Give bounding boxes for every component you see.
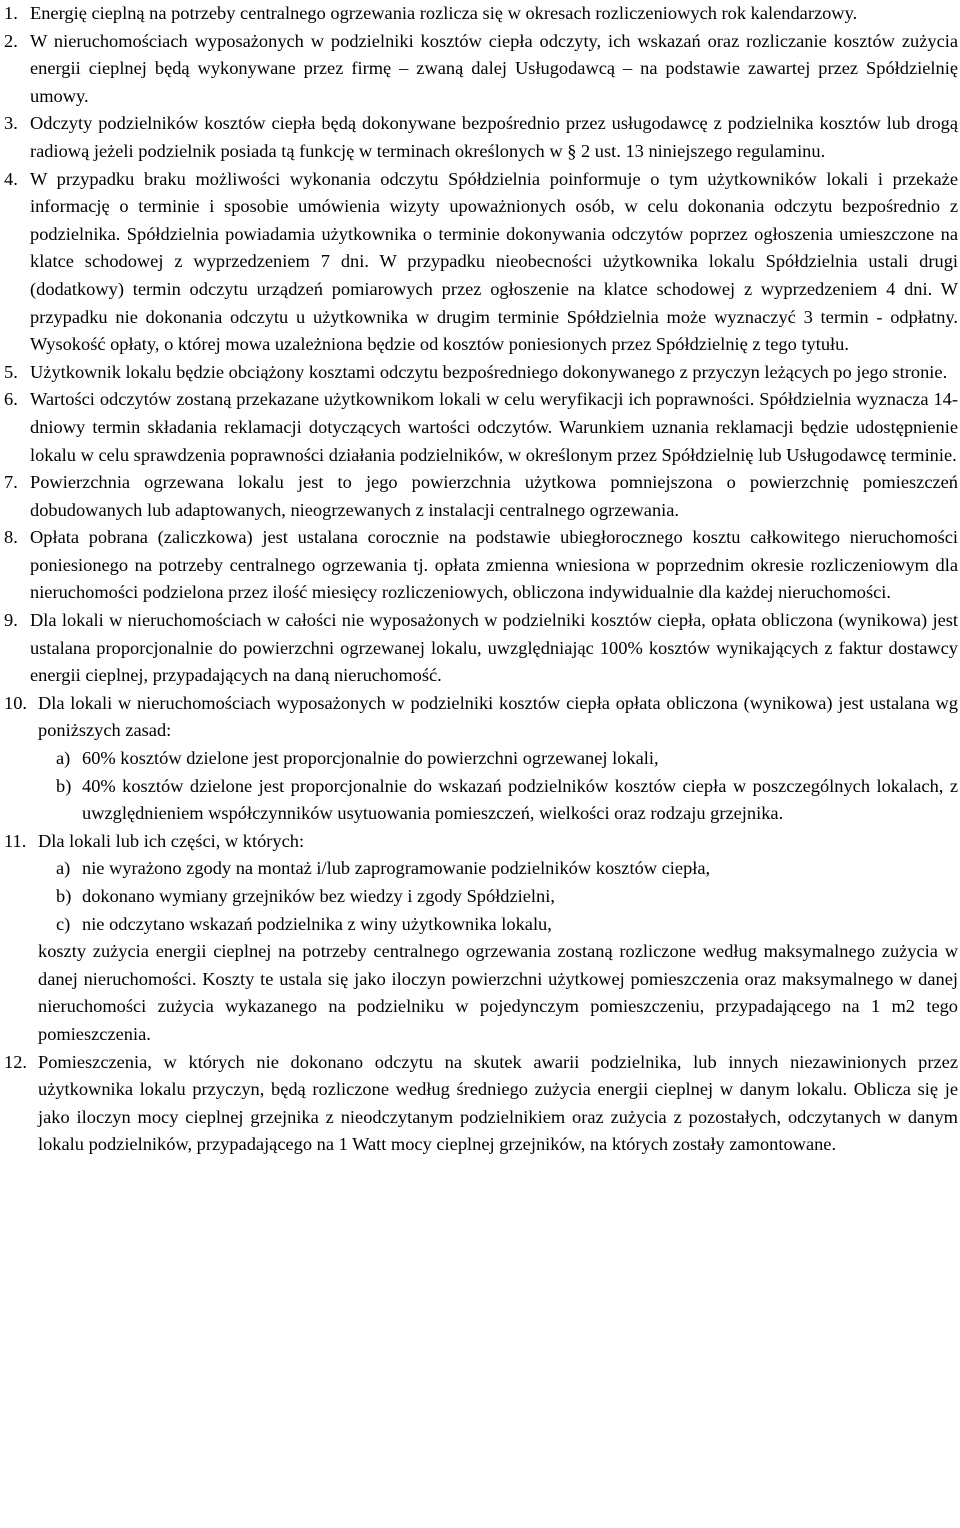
sub-item-label: b) — [56, 886, 72, 906]
list-item-2 — [4, 28, 958, 111]
list-item-6 — [4, 386, 958, 469]
item-number: 2. — [4, 30, 18, 51]
sub-item-a — [56, 745, 958, 773]
item-text: Energię cieplną na potrzeby centralnego ogrzewania rozlicza się w okresach rozliczeniowych rok kalendarzowy. — [30, 3, 858, 23]
sub-item-text: 60% kosztów dzielone jest proporcjonalnie do powierzchni ogrzewanej lokali, — [82, 748, 659, 769]
item-number: 6. — [4, 389, 18, 410]
item-number: 3. — [4, 113, 18, 134]
sub-item-text: nie wyrażono zgody na montaż i/lub zaprogramowanie podzielników kosztów ciepła, — [82, 858, 711, 879]
item-number: 4. — [4, 168, 18, 189]
list-item-10 — [4, 690, 958, 828]
list-item-7 — [4, 469, 958, 524]
list-item-4 — [4, 166, 958, 359]
item-text: Dla lokali lub ich części, w których: — [38, 830, 305, 851]
sub-item-label: a) — [56, 748, 71, 769]
item-text: Dla lokali w nieruchomościach w całości nie wyposażonych w podzielniki kosztów ciepła, opłata obliczona (wynikowa) jest ustalana proporcjonalnie do powierzchni ogrzewanej lokalu, uwzględniając 100% kosztów wynikających z faktur dostawcy energii cieplnej, przypadających na daną nieruchomość. — [30, 610, 958, 686]
list-item-8 — [4, 524, 958, 607]
item-text: Wartości odczytów zostaną przekazane użytkownikom lokali w celu weryfikacji ich poprawności. Spółdzielnia wyznacza 14-dniowy termin składania reklamacji dotyczących wartości odczytów. Warunkiem uznania reklamacji będzie udostępnienie lokalu w celu sprawdzenia poprawności działania podzielników, w określonym przez Spółdzielnię lub Usługodawcę terminie. — [30, 389, 958, 465]
item-number: 1. — [4, 3, 18, 23]
item-continuation-text: koszty zużycia energii cieplnej na potrzeby centralnego ogrzewania zostaną rozliczone według maksymalnego zużycia w danej nieruchomości. Koszty te ustala się jako iloczyn powierzchni użytkowej pomieszczenia oraz maksymalnego w danej nieruchomości zużycia wykazanego na podzielniku w pojedynczym pomieszczeniu, przypadającego na 1 m2 tego pomieszczenia. — [38, 941, 958, 1044]
item-text: Opłata pobrana (zaliczkowa) jest ustalana corocznie na podstawie ubiegłorocznego kosztu całkowitego nieruchomości poniesionego na potrzeby centralnego ogrzewania tj. opłata zmienna wniesiona w poprzednim okresie rozliczeniowym dla nieruchomości podzielona przez ilość miesięcy rozliczeniowych, obliczona indywidualnie dla każdej nieruchomości. — [30, 527, 958, 603]
sub-item-label: c) — [56, 913, 71, 934]
item-text: Powierzchnia ogrzewana lokalu jest to jego powierzchnia użytkowa pomniejszona o powierzchnię pomieszczeń dobudowanych lub adaptowanych, nieogrzewanych z instalacji centralnego ogrzewania. — [30, 472, 958, 520]
item-text: W przypadku braku możliwości wykonania odczytu Spółdzielnia poinformuje o tym użytkowników lokali i przekaże informację o terminie i sposobie umówienia wizyty upoważnionych osób, w celu dokonania odczytu bezpośrednio z podzielnika. Spółdzielnia powiadamia użytkownika o terminie dokonywania odczytów poprzez ogłoszenia umieszczone na klatce schodowej z wyprzedzeniem 7 dni. W przypadku nieobecności użytkownika lokalu Spółdzielnia ustali drugi (dodatkowy) termin odczytu urządzeń pomiarowych przez ogłoszenie na klatce schodowej z wyprzedzeniem 4 dni. W przypadku nie dokonania odczytu u użytkownika w drugim terminie Spółdzielnia może wyznaczyć 3 termin - odpłatny. Wysokość opłaty, o której mowa uzależniona będzie od kosztów poniesionych przez Spółdzielnię z tego tytułu. — [30, 168, 958, 355]
sub-item-label: a) — [56, 858, 71, 879]
sub-item-c — [56, 911, 958, 939]
list-item-1 — [4, 0, 958, 28]
item-number: 7. — [4, 472, 18, 493]
sub-item-b — [56, 883, 958, 911]
list-item-3 — [4, 110, 958, 165]
item-number: 12. — [4, 1051, 27, 1072]
item-text: Użytkownik lokalu będzie obciążony kosztami odczytu bezpośredniego dokonywanego z przyczyn leżących po jego stronie. — [30, 361, 948, 382]
sub-item-text: dokonano wymiany grzejników bez wiedzy i zgody Spółdzielni, — [82, 886, 555, 906]
item-number: 9. — [4, 610, 18, 631]
item-number: 5. — [4, 361, 18, 382]
item-text: Dla lokali w nieruchomościach wyposażonych w podzielniki kosztów ciepła opłata obliczona (wynikowa) jest ustalana wg poniższych zasad: — [38, 692, 958, 741]
item-text: Odczyty podzielników kosztów ciepła będą dokonywane bezpośrednio przez usługodawcę z podzielnika kosztów lub drogą radiową jeżeli podzielnik posiada tą funkcję w terminach określonych w § 2 ust. 13 niniejszego regulaminu. — [30, 113, 958, 161]
list-item-9 — [4, 607, 958, 690]
list-item-5 — [4, 359, 958, 387]
list-item-11 — [4, 828, 958, 1049]
item-text: Pomieszczenia, w których nie dokonano odczytu na skutek awarii podzielnika, lub innych niezawinionych przez użytkownika lokalu przyczyn, będą rozliczone według średniego zużycia energii cieplnej w danym lokalu. Oblicza się je jako iloczyn mocy cieplnej grzejnika z nieodczytanym podzielnikiem oraz zużycia z pozostałych, odczytanych w danym lokalu podzielników, przypadającego na 1 Watt mocy cieplnej grzejników, na których zostały zamontowane. — [38, 1051, 958, 1155]
sub-item-b — [56, 773, 958, 828]
item-number: 11. — [4, 830, 27, 851]
sub-item-text: 40% kosztów dzielone jest proporcjonalnie do wskazań podzielników kosztów ciepła w poszczególnych lokalach, z uwzględnieniem współczynników usytuowania pomieszczeń, wielkości oraz rodzaju grzejnika. — [82, 775, 958, 824]
sub-item-a — [56, 855, 958, 883]
item-number: 10. — [4, 692, 27, 713]
sub-item-label: b) — [56, 775, 72, 796]
item-number: 8. — [4, 527, 18, 548]
item-text: W nieruchomościach wyposażonych w podzielniki kosztów ciepła odczyty, ich wskazań oraz rozliczanie kosztów zużycia energii cieplnej będą wykonywane przez firmę – zwaną dalej Usługodawcą – na podstawie zawartej przez Spółdzielnię umowy. — [30, 30, 958, 106]
sub-item-text: nie odczytano wskazań podzielnika z winy użytkownika lokalu, — [82, 913, 552, 934]
list-item-12 — [4, 1049, 958, 1159]
